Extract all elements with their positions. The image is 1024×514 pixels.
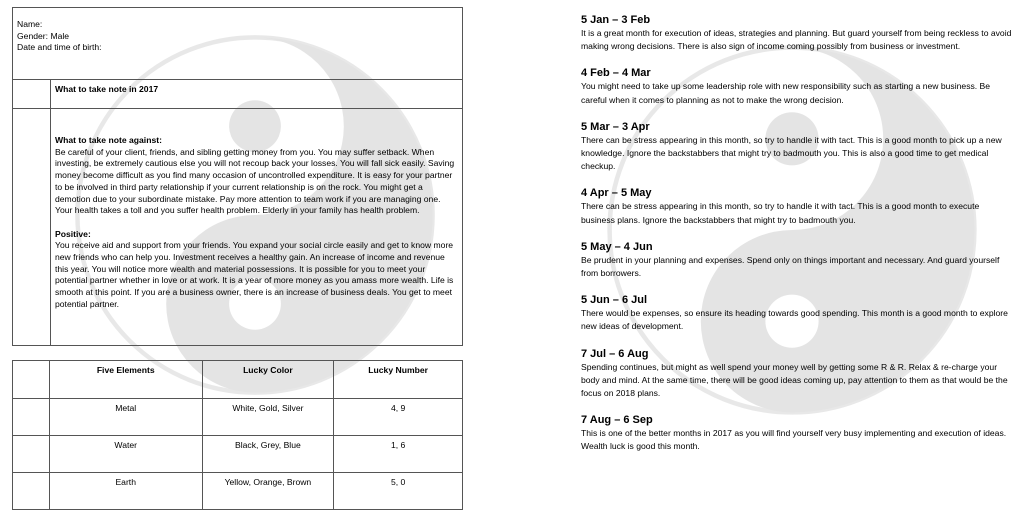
table-header-row [13, 361, 463, 399]
table-cell-number: 5, 0 [334, 473, 463, 510]
table-cell-color: White, Gold, Silver [202, 399, 334, 436]
month-text: Be prudent in your planning and expenses. Spend only on things important and necessary. And guard yourself from borrowers. [581, 254, 1000, 279]
month-text: This is one of the better months in 2017 as you will find yourself very busy implementing and execution of ideas. Wealth luck is good this month. [581, 428, 1007, 452]
month-text: You might need to take up some leadership role with new responsibility such as starting a new business. Be careful when it comes to planning as not to make the wrong decision. [581, 81, 991, 105]
against-text: Be careful of your client, friends, and sibling getting money from you. You may suffer setback. When investing, be extremely cautious else you will not recoup back your losses. You will fall sick easily. Saving money become difficult as you find many occasion of uncontrolled expenditure. It is easy for your partner to be involved in third party relationship if your current relationship is on the rock. You might get a demotion due to your subordinate mistake. Pay more attention to team work if you are managing one. Your health takes a toll and you suffer health problem. Elderly in your family has health problem. [55, 146, 455, 216]
month-title: 7 Aug – 6 Sep [581, 414, 653, 427]
month-text: There can be stress appearing in this month, so try to handle it with tact. This is a good month to execute business plans. Ignore the backstabbers that might try to badmouth you. [581, 201, 980, 225]
table-cell-element: Earth [49, 473, 202, 510]
table-cell-element: Metal [49, 399, 202, 436]
table-row [13, 436, 463, 473]
right-page [512, 0, 1024, 514]
table-header-blank [13, 361, 50, 399]
against-heading: What to take note against: [55, 135, 162, 145]
month-title: 7 Jul – 6 Aug [581, 347, 649, 360]
table-header-lucky-color: Lucky Color [202, 361, 334, 399]
table-header-lucky-number: Lucky Number [334, 361, 463, 399]
month-text: Spending continues, but might as well spend your money well by getting some R & R. Relax & re-charge your body and mind. At the same time, there will be good ideas coming up, pay attention to them as that would be the focus on 2018 plans. [581, 361, 1008, 399]
dob-label: Date and time of birth: [17, 42, 102, 52]
table-cell-number: 4, 9 [334, 399, 463, 436]
month-text: It is a great month for execution of ideas, strategies and planning. But guard yourself from being reckless to avoid making wrong decisions. There is also sign of income coming possibly from business or investment. [581, 28, 1012, 52]
month-title: 5 Mar – 3 Apr [581, 120, 650, 133]
positive-text: You receive aid and support from your friends. You expand your social circle easily and get to know more new friends who can help you. Investment receives a healthy gain. An increase of income and revenue this year. You will notice more wealth and material possessions. It is possible for you to meet your potential partner whether in love or at work. It is a year of more money as you amass more wealth. Life is smooth at this point. If you are a business owner, there is an increase of business deals. You get to meet potential partner. [55, 240, 454, 309]
name-label: Name: [17, 19, 43, 29]
month-section [581, 347, 1013, 401]
table-cell-blank [13, 399, 50, 436]
notes-body [55, 135, 459, 322]
table-row [13, 399, 463, 436]
five-elements-table [12, 360, 463, 510]
monthly-forecast [581, 13, 1013, 467]
month-title: 5 Jan – 3 Feb [581, 14, 651, 26]
table-cell-element: Water [49, 436, 202, 473]
month-title: 4 Apr – 5 May [581, 187, 652, 200]
table-row [13, 473, 463, 510]
table-cell-color: Black, Grey, Blue [202, 436, 334, 473]
month-title: 5 May – 4 Jun [581, 240, 653, 253]
profile-box [12, 7, 463, 80]
table-header-five-elements: Five Elements [49, 361, 202, 399]
month-title: 4 Feb – 4 Mar [581, 67, 651, 80]
table-cell-number: 1, 6 [334, 436, 463, 473]
notes-table-row-divider [13, 108, 462, 109]
month-section [581, 413, 1013, 453]
month-section [581, 186, 1013, 226]
month-section [581, 240, 1013, 280]
table-cell-blank [13, 473, 50, 510]
gender-label: Gender: Male [17, 30, 70, 41]
month-title: 5 Jun – 6 Jul [581, 294, 648, 307]
month-section [581, 13, 1013, 53]
month-text: There can be stress appearing in this month, so try to handle it with tact. This is a good month to pick up a new knowledge. Ignore the backstabbers that might try to badmouth you. This is also a good time to get medical checkup. [581, 134, 1002, 172]
table-cell-color: Yellow, Orange, Brown [202, 473, 334, 510]
month-section [581, 120, 1013, 174]
month-text: There would be expenses, so ensure its heading towards good spending. This month is a good month to explore new ideas of development. [581, 308, 1008, 332]
notes-table [12, 80, 463, 346]
notes-table-divider [50, 80, 51, 345]
month-section [581, 293, 1013, 333]
notes-title: What to take note in 2017 [55, 84, 159, 94]
month-section [581, 66, 1013, 106]
positive-heading: Positive: [55, 228, 91, 239]
table-cell-blank [13, 436, 50, 473]
